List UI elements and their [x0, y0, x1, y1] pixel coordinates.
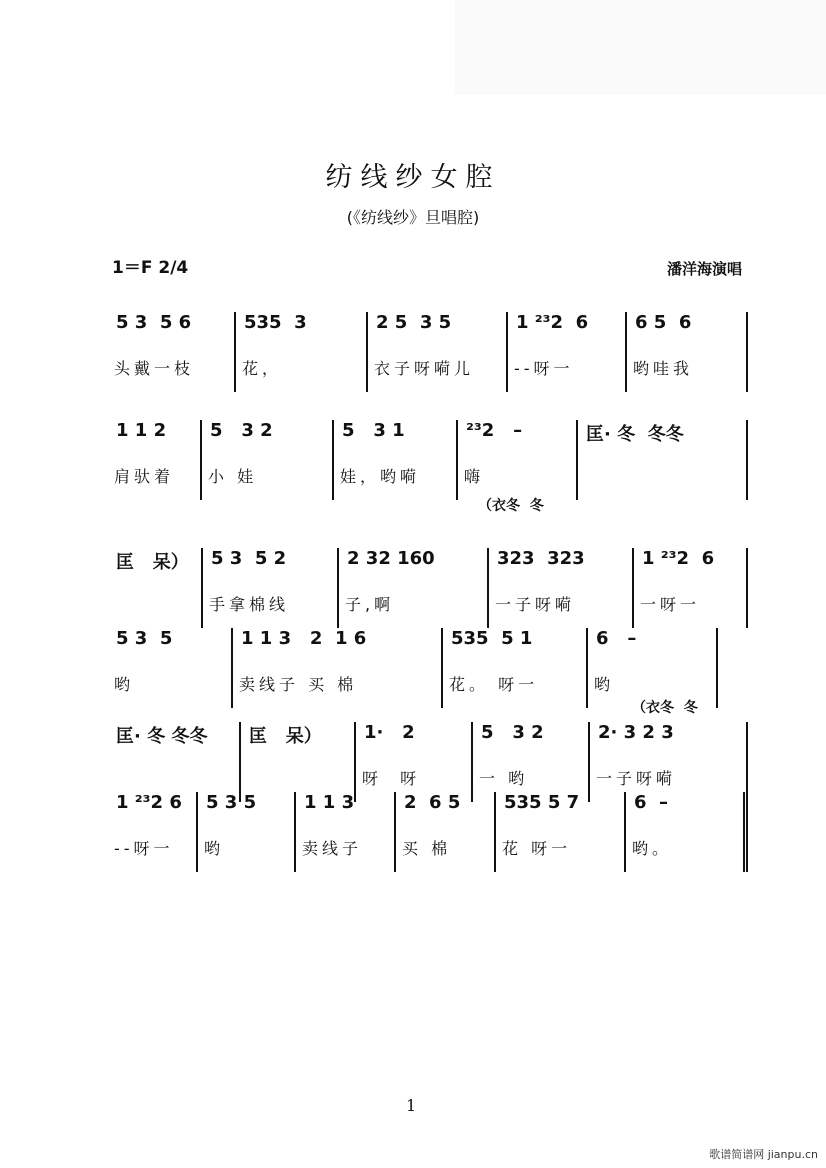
performer: 潘洋海演唱	[666, 260, 742, 278]
measure	[588, 628, 718, 708]
measure-notes: 1 ²³2 6	[116, 792, 182, 813]
measure	[489, 548, 634, 628]
measure-notes: 5 3 5 6	[116, 312, 192, 333]
page-number: 1	[406, 1096, 417, 1115]
measure	[108, 792, 198, 872]
measure	[241, 722, 356, 802]
measure-lyrics: 手拿棉线	[209, 595, 290, 614]
measure-lyrics: 一呀一	[640, 595, 701, 614]
measure-lyrics: 嗨	[464, 467, 485, 486]
measure	[627, 312, 748, 392]
measure-notes: 匡 呆）	[249, 726, 322, 747]
measure	[443, 628, 588, 708]
measure-lyrics: 哟	[114, 675, 135, 694]
measure-lyrics: --呀一	[514, 359, 574, 378]
measure-lyrics: 一 哟	[479, 769, 529, 788]
measure-notes: 1 1 2	[116, 420, 167, 441]
measure	[356, 722, 473, 802]
measure-lyrics: 一子呀嗬	[596, 769, 677, 788]
measure-notes: 2 5 3 5	[376, 312, 452, 333]
measure-notes: 535 5 1	[451, 628, 533, 649]
measure-notes: ²³2 –	[466, 420, 523, 441]
measure-lyrics: 花，	[242, 359, 283, 378]
measure	[108, 548, 203, 628]
measure-lyrics: 买 棉	[402, 839, 452, 858]
measure	[339, 548, 489, 628]
scan-corner	[455, 0, 826, 95]
measure-lyrics: --呀一	[114, 839, 174, 858]
measure-lyrics: 哟。	[632, 839, 673, 858]
measure-notes: 5 3 2	[210, 420, 273, 441]
score-title: 纺线纱女腔	[325, 162, 501, 193]
measure-notes: 1 1 3 2 1 6	[241, 628, 367, 649]
measure	[233, 628, 443, 708]
measure	[203, 548, 339, 628]
measure-lyrics: 哟哇我	[633, 359, 694, 378]
measure	[236, 312, 368, 392]
measure	[590, 722, 748, 802]
measure	[396, 792, 496, 872]
key-signature: 1＝F 2/4	[112, 258, 189, 278]
measure-lyrics: 子,啊	[345, 595, 395, 614]
measure	[473, 722, 590, 802]
measure-lyrics: 卖线子	[302, 839, 363, 858]
measure-notes: 2 32 160	[347, 548, 435, 569]
measure-notes: 5 3 1	[342, 420, 405, 441]
measure-lyrics: 花 呀一	[502, 839, 572, 858]
measure	[108, 628, 233, 708]
measure-notes: 2 6 5	[404, 792, 461, 813]
measure-notes: 5 3 5	[116, 628, 173, 649]
measure-notes: 1 ²³2 6	[642, 548, 715, 569]
measure-notes: 匡 呆）	[116, 552, 189, 573]
measure-lyrics: 娃，哟嗬	[340, 467, 421, 486]
measure	[626, 792, 748, 872]
measure-notes: 6 –	[634, 792, 669, 813]
measure-notes: 2· 3 2 3	[598, 722, 674, 743]
score-system	[108, 548, 748, 628]
measure-lyrics: 哟	[204, 839, 225, 858]
measure	[108, 420, 202, 500]
score-system	[108, 722, 748, 802]
score-subtitle: (《纺线纱》旦唱腔)	[346, 208, 480, 227]
measure-lyrics: 花。 呀一	[449, 675, 539, 694]
measure	[202, 420, 334, 500]
measure-notes: 535 5 7	[504, 792, 580, 813]
measure	[198, 792, 296, 872]
measure	[634, 548, 748, 628]
measure-notes: 6 5 6	[635, 312, 692, 333]
measure	[496, 792, 626, 872]
measure	[108, 722, 241, 802]
measure-notes: 5 3 5 2	[211, 548, 287, 569]
measure-notes: 535 3	[244, 312, 307, 333]
measure-notes: 1 ²³2 6	[516, 312, 589, 333]
percussion-cue: （衣冬 冬	[478, 498, 544, 514]
measure-notes: 323 323	[497, 548, 585, 569]
measure	[334, 420, 458, 500]
measure-notes: 5 3 5	[206, 792, 257, 813]
measure-lyrics: 肩驮着	[114, 467, 175, 486]
watermark: 歌谱简谱网 jianpu.cn	[709, 1148, 818, 1161]
measure-notes: 1· 2	[364, 722, 415, 743]
measure	[578, 420, 748, 500]
measure-lyrics: 卖线子 买 棉	[239, 675, 358, 694]
measure-notes: 1 1 3	[304, 792, 355, 813]
measure-notes: 6 –	[596, 628, 637, 649]
score-system	[108, 420, 748, 500]
score-system	[108, 312, 748, 392]
score-system	[108, 628, 748, 708]
percussion-cue: （衣冬 冬	[632, 700, 698, 716]
measure-notes: 匡· 冬 冬冬	[586, 424, 684, 445]
measure-lyrics: 呀 呀	[362, 769, 421, 788]
score-system	[108, 792, 748, 872]
measure	[508, 312, 627, 392]
measure	[458, 420, 578, 500]
measure-lyrics: 一子呀嗬	[495, 595, 576, 614]
measure-notes: 5 3 2	[481, 722, 544, 743]
measure	[368, 312, 508, 392]
measure	[108, 312, 236, 392]
measure-notes: 匡· 冬 冬冬	[116, 726, 208, 747]
measure-lyrics: 头戴一枝	[114, 359, 195, 378]
measure	[296, 792, 396, 872]
measure-lyrics: 衣子呀嗬儿	[374, 359, 475, 378]
measure-lyrics: 小 娃	[208, 467, 258, 486]
measure-lyrics: 哟	[594, 675, 615, 694]
